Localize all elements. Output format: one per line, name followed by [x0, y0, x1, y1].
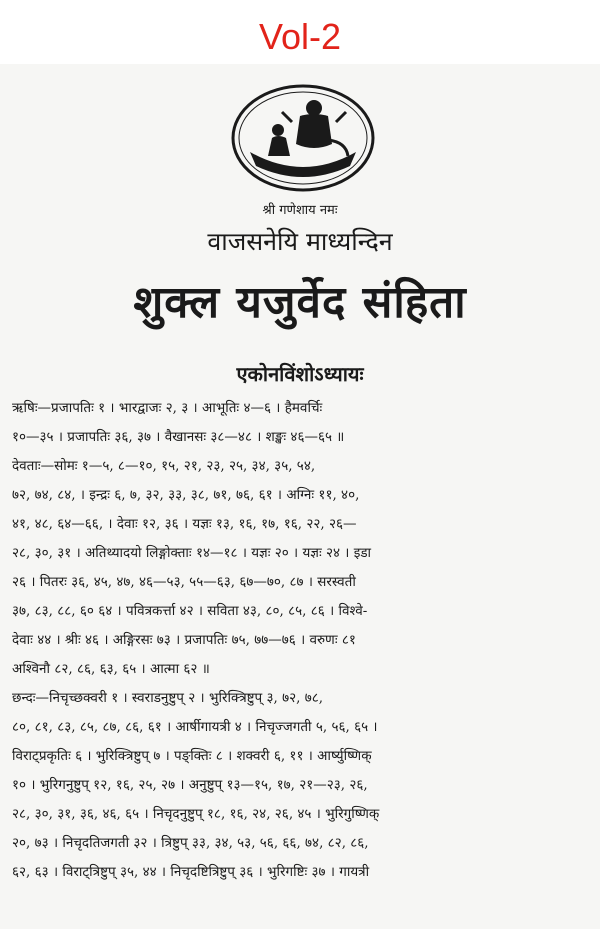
body-line: २०, ७३ । निचृदतिजगती ३२ । त्रिष्टुप् ३३, ३४, ५३, ५६, ६६, ७४, ८२, ८६,: [12, 835, 369, 851]
invocation-text: श्री गणेशाय नमः: [262, 203, 338, 218]
body-line: देवताः—सोमः १—५, ८—१०, १५, २१, २३, २५, ३४, ३५, ५४,: [12, 458, 316, 474]
body-line: २८, ३०, ३१ । अतिथ्यादयो लिङ्गोक्ताः १४—१८ । यज्ञः २० । यज्ञः २४ । इडा: [12, 545, 372, 561]
body-line: २६ । पितरः ३६, ४५, ४७, ४६—५३, ५५—६३, ६७—७०, ८७ । सरस्वती: [12, 574, 356, 590]
deity-emblem-icon: [228, 82, 378, 194]
page-subtitle: वाजसनेयि माध्यन्दिन: [207, 227, 393, 256]
body-line: ७२, ७४, ८४, । इन्द्रः ६, ७, ३२, ३३, ३८, ७१, ७६, ६१ । अग्निः ११, ४०,: [12, 487, 360, 503]
body-line: छन्दः—निचृच्छक्वरी १ । स्वराडनुष्टुप् २ । भुरिक्त्रिष्टुप् ३, ७२, ७८,: [12, 690, 324, 706]
body-line: १० । भुरिगनुष्टुप् १२, १६, २५, २७ । अनुष्टुप् १३—१५, १७, २१—२३, २६,: [12, 777, 368, 793]
chapter-heading: एकोनविंशोऽध्यायः: [236, 362, 364, 386]
body-line: विराट्प्रकृतिः ६ । भुरिक्त्रिष्टुप् ७ । पङ्क्तिः ८ । शक्वरी ६, ११ । आर्ष्युष्णिक्: [12, 748, 372, 764]
body-line: देवाः ४४ । श्रीः ४६ । अङ्गिरसः ७३ । प्रजापतिः ७५, ७७—७६ । वरुणः ८१: [12, 632, 356, 648]
body-line: ४१, ४८, ६४—६६, । देवाः १२, ३६ । यज्ञः १३, १६, १७, १६, २२, २६—: [12, 516, 357, 532]
scanned-page: [0, 64, 600, 929]
body-line: ८०, ८१, ८३, ८५, ८७, ८६, ६१ । आर्षीगायत्री ४ । निचृज्जगती ५, ५६, ६५ ।: [12, 719, 378, 735]
body-line: अश्विनौ ८२, ८६, ६३, ६५ । आत्मा ६२ ॥: [12, 661, 210, 677]
page-title: शुक्ल यजुर्वेद संहिता: [133, 277, 467, 328]
body-line: ६२, ६३ । विराट्त्रिष्टुप् ३५, ४४ । निचृदष्टित्रिष्टुप् ३६ । भुरिगष्टिः ३७ । गायत्री: [12, 864, 370, 880]
volume-label: Vol-2: [258, 16, 342, 57]
body-line: ऋषिः—प्रजापतिः १ । भारद्वाजः २, ३ । आभूतिः ४—६ । हैमवर्चिः: [12, 400, 323, 416]
body-text: [12, 394, 584, 887]
body-line: २८, ३०, ३१, ३६, ४६, ६५ । निचृदनुष्टुप् १८, १६, २४, २६, ४५ । भुरिगुष्णिक्: [12, 806, 380, 822]
top-band: [0, 0, 600, 72]
body-line: ३७, ८३, ८८, ६० ६४ । पवित्रकर्त्ता ४२ । सविता ४३, ८०, ८५, ८६ । विश्वे-: [12, 603, 368, 619]
body-line: १०—३५ । प्रजापतिः ३६, ३७ । वैखानसः ३८—४८ । शङ्खः ४६—६५ ॥: [12, 429, 345, 445]
